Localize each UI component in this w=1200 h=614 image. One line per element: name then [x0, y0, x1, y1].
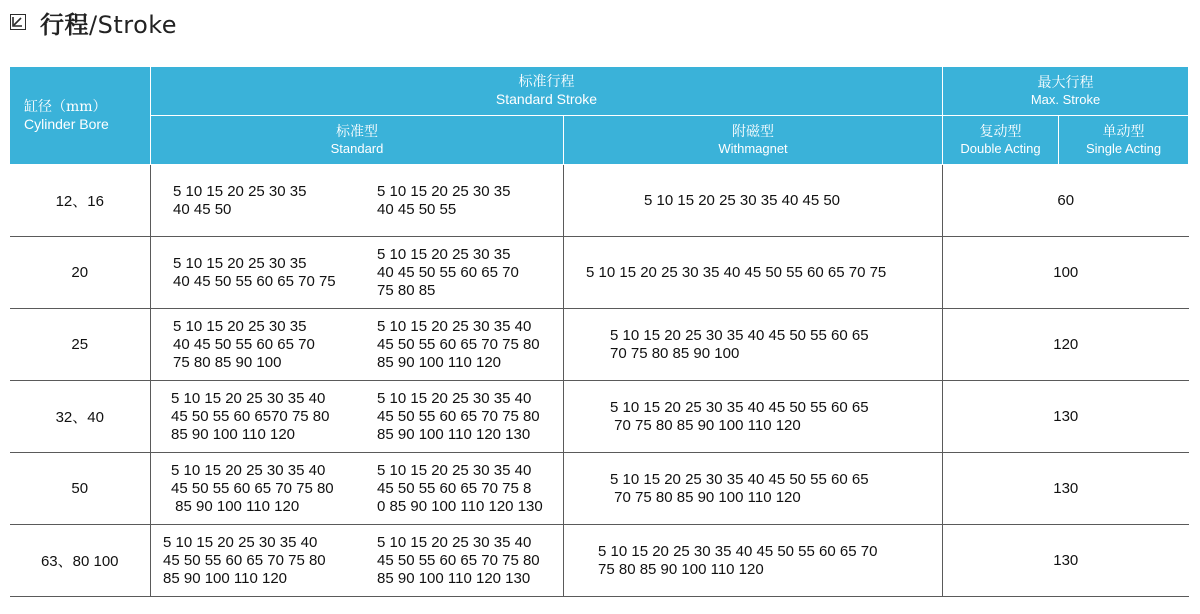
header-standard-stroke-cn: 标准行程: [518, 74, 575, 91]
magnet-stroke-list: 5 10 15 20 25 30 35 40 45 50 55 60 65 70 75 80 85 90 100 110 120: [598, 542, 878, 578]
magnet-stroke-cell: [564, 309, 943, 381]
bore-cell: 20: [10, 237, 151, 309]
magnet-stroke-list: 5 10 15 20 25 30 35 40 45 50: [644, 191, 841, 209]
standard-stroke-list-a: 5 10 15 20 25 30 35 40 45 50: [173, 182, 307, 218]
standard-stroke-list-b: 5 10 15 20 25 30 35 40 45 50 55 60 65 70 75 80 85 90 100 110 120 130: [377, 389, 540, 443]
standard-stroke-list-a: 5 10 15 20 25 30 35 40 45 50 55 60 65 70 75 80 85 90 100: [173, 317, 315, 371]
max-stroke-cell: 130: [943, 381, 1189, 453]
table-row: [10, 309, 1189, 381]
header-magnet-type-en: Withmagnet: [718, 140, 788, 156]
table-row: [10, 525, 1189, 597]
header-max-stroke-en: Max. Stroke: [1030, 91, 1101, 107]
page-title-separator: /: [89, 10, 98, 39]
header-single-acting-cn: 单动型: [1102, 123, 1145, 140]
standard-stroke-list-b: 5 10 15 20 25 30 35 40 45 50 55 60 65 70 75 80 85: [377, 245, 519, 299]
header-standard-stroke: [151, 67, 943, 116]
magnet-stroke-list: 5 10 15 20 25 30 35 40 45 50 55 60 65 70 75 80 85 90 100 110 120: [610, 398, 869, 434]
standard-stroke-cell: [151, 237, 564, 309]
standard-stroke-list-a: 5 10 15 20 25 30 35 40 45 50 55 60 65 70 75 80 85 90 100 110 120: [163, 533, 326, 587]
standard-stroke-list-a: 5 10 15 20 25 30 35 40 45 50 55 60 65 70 75 80 85 90 100 110 120: [171, 461, 334, 515]
max-stroke-cell: 60: [943, 165, 1189, 237]
standard-stroke-list-a: 5 10 15 20 25 30 35 40 45 50 55 60 65 70 75: [173, 254, 336, 290]
table-row: [10, 237, 1189, 309]
header-single-acting-en: Single Acting: [1085, 140, 1162, 156]
max-stroke-cell: 130: [943, 453, 1189, 525]
header-bore-en: Cylinder Bore: [24, 115, 109, 132]
bore-cell: 32、40: [10, 381, 151, 453]
page-title-cn: 行程: [40, 10, 89, 39]
standard-stroke-list-b: 5 10 15 20 25 30 35 40 45 50 55 60 65 70 75 80 85 90 100 110 120 130: [377, 533, 540, 587]
bore-cell: 50: [10, 453, 151, 525]
stroke-table: [9, 66, 1189, 597]
header-standard-type-en: Standard: [330, 140, 384, 156]
standard-stroke-list-a: 5 10 15 20 25 30 35 40 45 50 55 60 6570 75 80 85 90 100 110 120: [171, 389, 330, 443]
header-double-acting: [943, 116, 1059, 165]
standard-stroke-cell: [151, 381, 564, 453]
standard-stroke-cell: [151, 453, 564, 525]
magnet-stroke-list: 5 10 15 20 25 30 35 40 45 50 55 60 65 70 75 80 85 90 100 110 120: [610, 470, 869, 506]
bore-cell: 63、80 100: [10, 525, 151, 597]
header-max-stroke: [943, 67, 1189, 116]
magnet-stroke-cell: [564, 165, 943, 237]
bore-cell: 12、16: [10, 165, 151, 237]
max-stroke-cell: 130: [943, 525, 1189, 597]
magnet-stroke-list: 5 10 15 20 25 30 35 40 45 50 55 60 65 70 75 80 85 90 100: [610, 326, 869, 362]
page-title-en: Stroke: [97, 10, 178, 39]
standard-stroke-cell: [151, 165, 564, 237]
header-double-acting-en: Double Acting: [960, 140, 1041, 156]
header-standard-stroke-en: Standard Stroke: [495, 91, 598, 107]
header-max-stroke-cn: 最大行程: [1037, 74, 1094, 91]
standard-stroke-list-b: 5 10 15 20 25 30 35 40 45 50 55 60 65 70 75 8 0 85 90 100 110 120 130: [377, 461, 543, 515]
table-row: [10, 453, 1189, 525]
corner-arrow-icon: [10, 14, 26, 30]
table-row: [10, 381, 1189, 453]
header-magnet-type: [564, 116, 943, 165]
max-stroke-cell: 120: [943, 309, 1189, 381]
standard-stroke-list-b: 5 10 15 20 25 30 35 40 45 50 55: [377, 182, 511, 218]
header-magnet-type-cn: 附磁型: [732, 123, 774, 140]
magnet-stroke-list: 5 10 15 20 25 30 35 40 45 50 55 60 65 70 75: [586, 263, 887, 281]
header-bore-cn: 缸径（mm）: [24, 98, 107, 115]
magnet-stroke-cell: [564, 381, 943, 453]
header-standard-type-cn: 标准型: [336, 123, 378, 140]
max-stroke-cell: 100: [943, 237, 1189, 309]
standard-stroke-list-b: 5 10 15 20 25 30 35 40 45 50 55 60 65 70 75 80 85 90 100 110 120: [377, 317, 540, 371]
header-standard-type: [151, 116, 564, 165]
header-single-acting: [1059, 116, 1189, 165]
standard-stroke-cell: [151, 309, 564, 381]
standard-stroke-cell: [151, 525, 564, 597]
magnet-stroke-cell: [564, 237, 943, 309]
table-row: [10, 165, 1189, 237]
magnet-stroke-cell: [564, 525, 943, 597]
magnet-stroke-cell: [564, 453, 943, 525]
header-cylinder-bore: [10, 67, 151, 165]
header-double-acting-cn: 复动型: [979, 123, 1022, 140]
page-title: [40, 5, 177, 40]
bore-cell: 25: [10, 309, 151, 381]
page-title-bar: [10, 4, 177, 40]
